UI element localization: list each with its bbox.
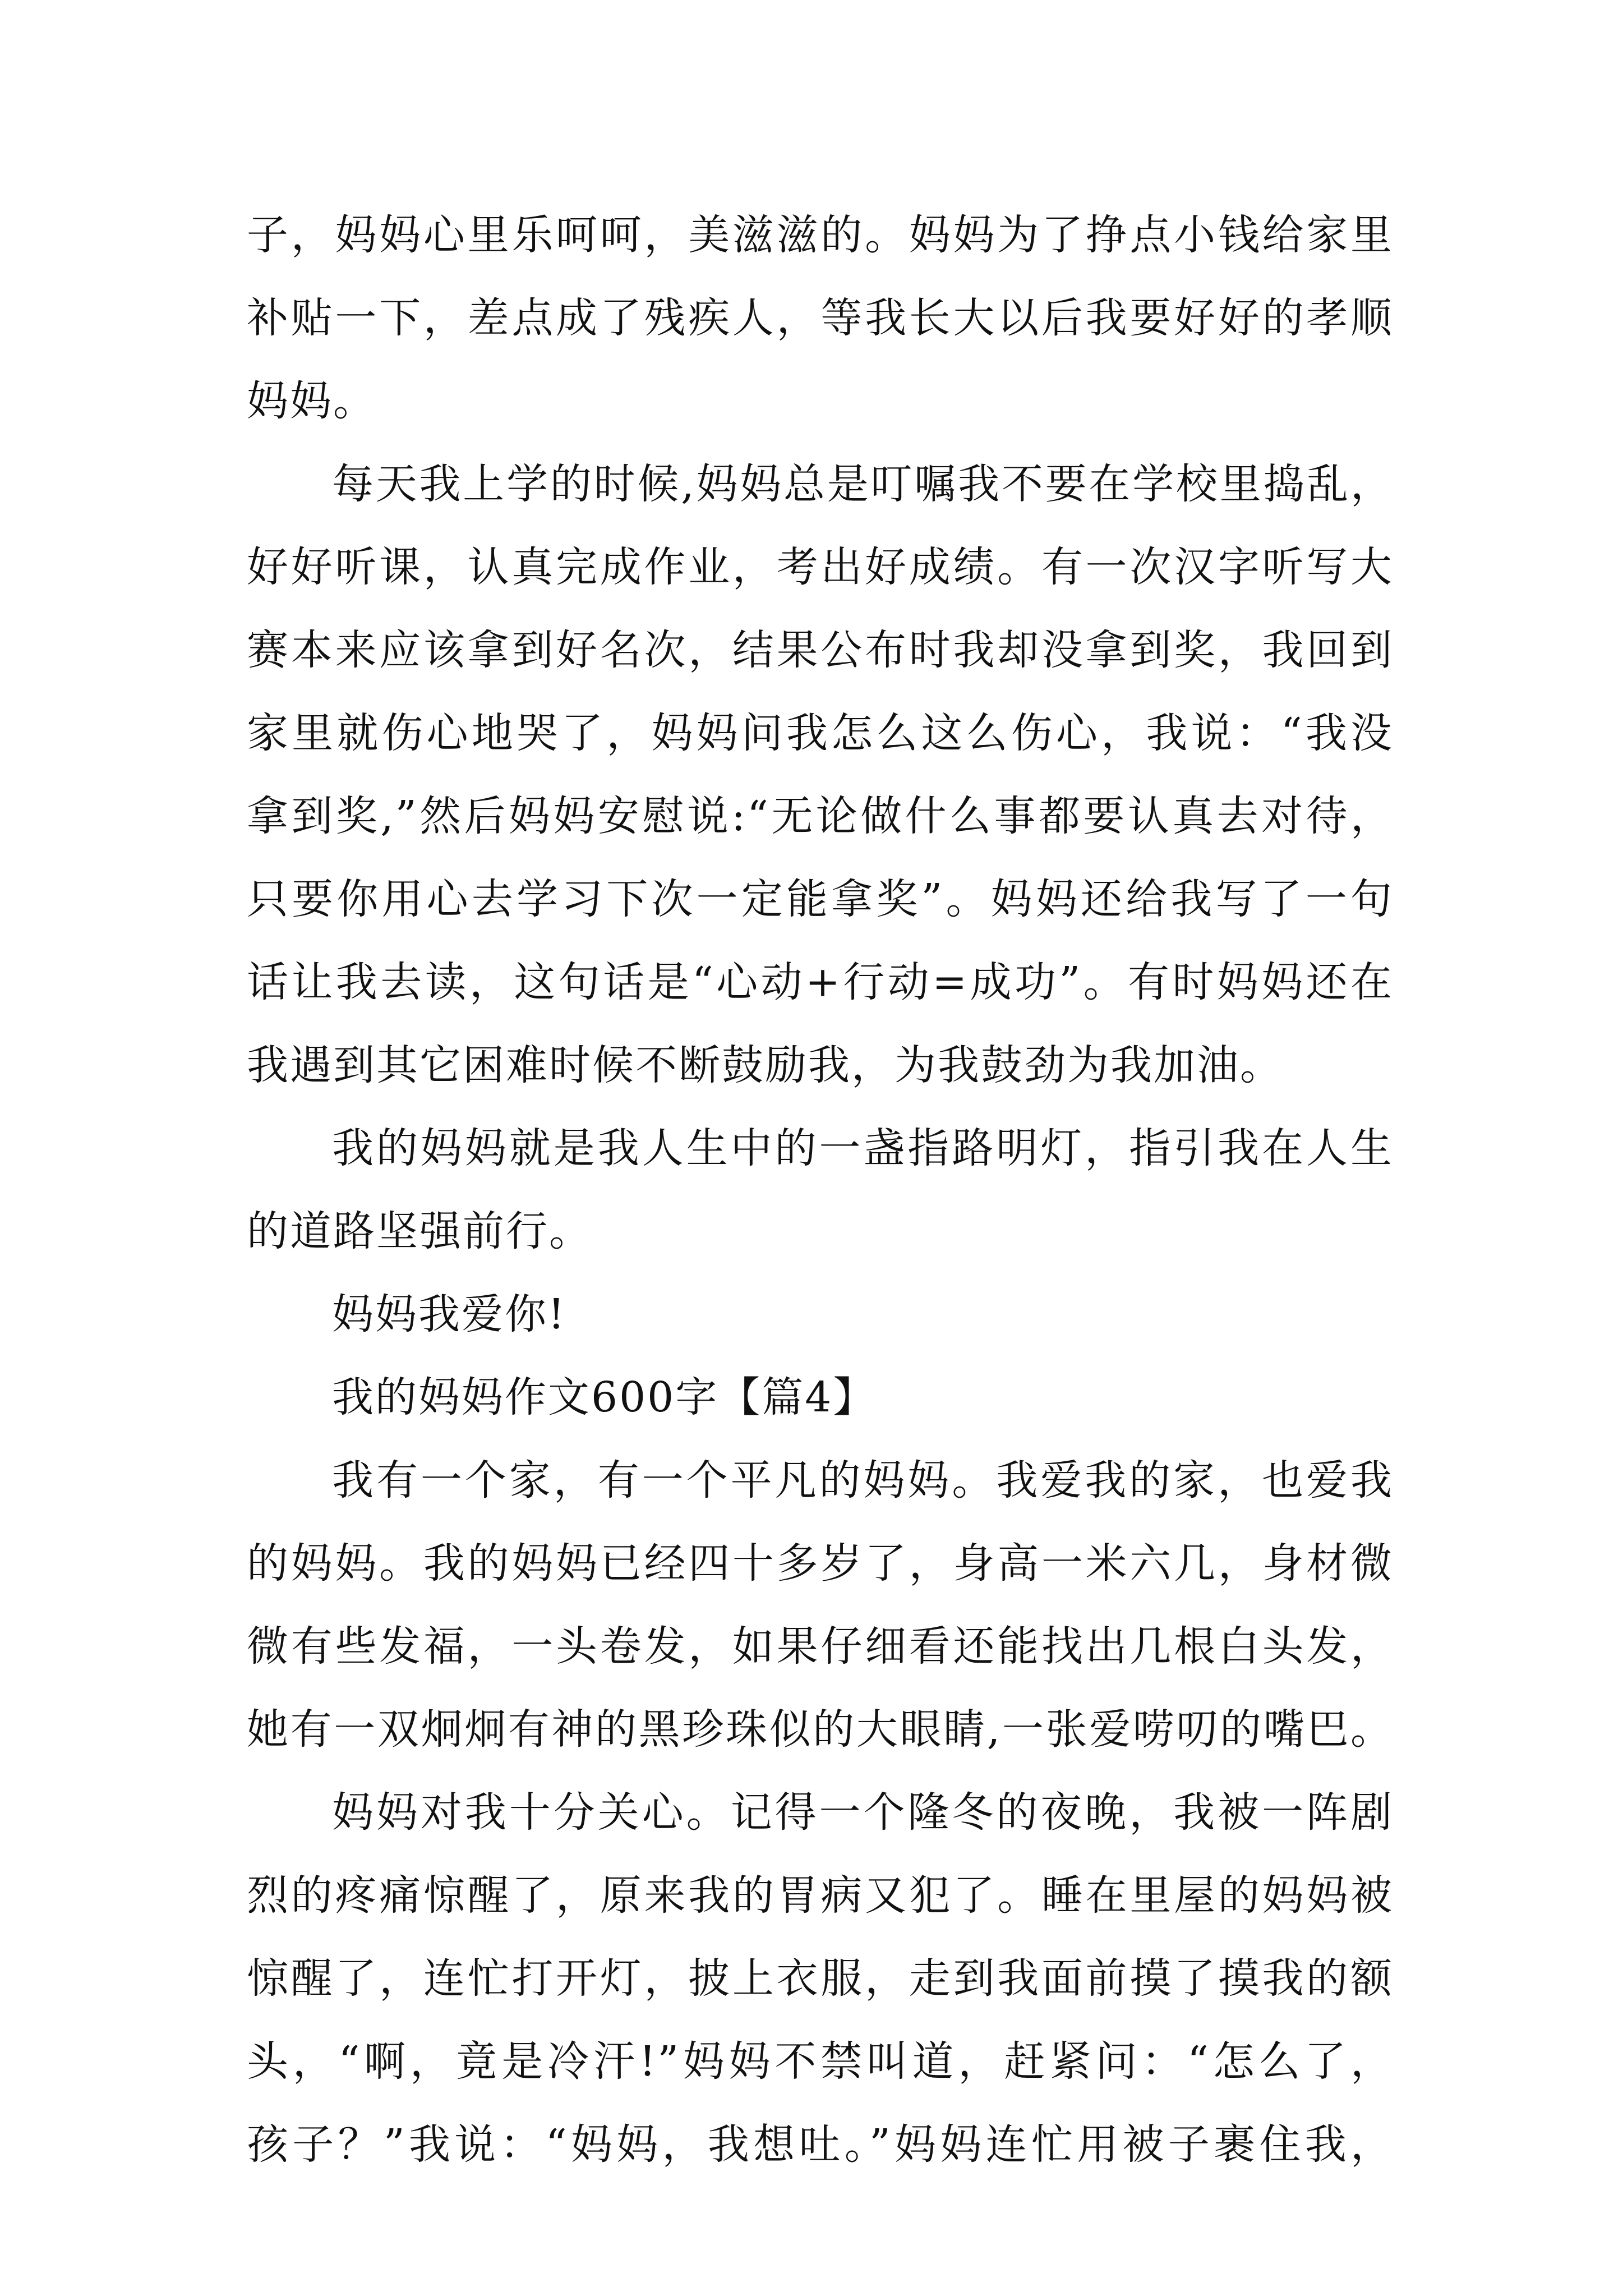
text-line: 每天我上学的时候,妈妈总是叮嘱我不要在学校里捣乱， [332, 460, 1394, 508]
text-line: 好好听课，认真完成作业，考出好成绩。有一次汉字听写大 [247, 543, 1394, 591]
text-line: 烈的疼痛惊醒了，原来我的胃病又犯了。睡在里屋的妈妈被 [247, 1871, 1394, 1920]
text-line: 的妈妈。我的妈妈已经四十多岁了，身高一米六几，身材微 [247, 1539, 1394, 1588]
text-line: 拿到奖,”然后妈妈安慰说:“无论做什么事都要认真去对待， [247, 792, 1394, 840]
text-line: 话让我去读，这句话是“心动+行动=成功”。有时妈妈还在 [247, 958, 1394, 1006]
text-line: 我的妈妈作文600字【篇4】 [332, 1373, 877, 1421]
text-line: 赛本来应该拿到好名次，结果公布时我却没拿到奖，我回到 [247, 626, 1394, 674]
text-line: 头，“啊，竟是冷汗!”妈妈不禁叫道，赶紧问：“怎么了， [247, 2037, 1394, 2086]
text-line: 我有一个家，有一个平凡的妈妈。我爱我的家，也爱我 [332, 1456, 1394, 1504]
text-line: 妈妈。 [247, 377, 376, 425]
text-line: 妈妈我爱你! [332, 1290, 566, 1338]
text-line: 只要你用心去学习下次一定能拿奖”。妈妈还给我写了一句 [247, 875, 1394, 923]
text-line: 补贴一下，差点成了残疾人，等我长大以后我要好好的孝顺 [247, 294, 1394, 342]
text-line: 妈妈对我十分关心。记得一个隆冬的夜晚，我被一阵剧 [332, 1788, 1394, 1837]
text-line: 家里就伤心地哭了，妈妈问我怎么这么伤心，我说：“我没 [247, 709, 1394, 757]
text-line: 惊醒了，连忙打开灯，披上衣服，走到我面前摸了摸我的额 [247, 1954, 1394, 2003]
text-line: 微有些发福，一头卷发，如果仔细看还能找出几根白头发， [247, 1622, 1394, 1671]
text-line: 我的妈妈就是我人生中的一盏指路明灯，指引我在人生 [332, 1124, 1394, 1172]
text-line: 她有一双炯炯有神的黑珍珠似的大眼睛,一张爱唠叨的嘴巴。 [247, 1705, 1394, 1754]
essay-body [247, 194, 1394, 2186]
text-line: 我遇到其它困难时候不断鼓励我，为我鼓劲为我加油。 [247, 1041, 1283, 1089]
text-line: 的道路坚强前行。 [247, 1207, 592, 1255]
text-line: 孩子？”我说：“妈妈，我想吐。”妈妈连忙用被子裹住我， [247, 2120, 1394, 2169]
text-line: 子，妈妈心里乐呵呵，美滋滋的。妈妈为了挣点小钱给家里 [247, 211, 1394, 259]
